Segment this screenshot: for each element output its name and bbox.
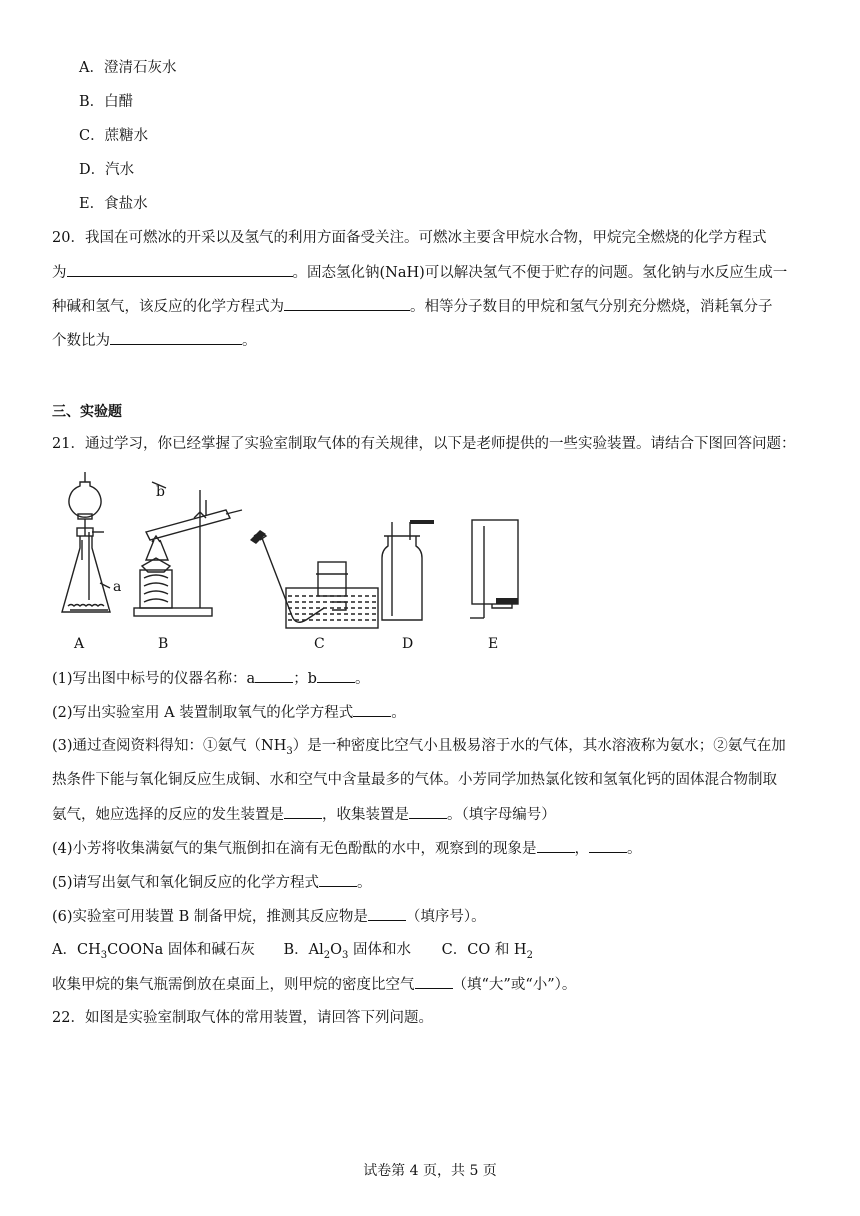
answer-blank[interactable]	[255, 668, 293, 683]
q21-part3-line3	[52, 804, 556, 825]
text: 种碱和氢气，该反应的化学方程式为	[52, 299, 284, 315]
text: C．CO 和 H	[441, 942, 527, 958]
choice-c	[441, 942, 533, 961]
label-E: E	[488, 636, 499, 652]
answer-blank[interactable]	[415, 974, 453, 989]
q21-part5	[52, 872, 372, 893]
option-c: C．蔗糖水	[79, 128, 149, 144]
subscript: 2	[323, 949, 331, 961]
apparatus-figure	[56, 470, 536, 652]
text: 。	[354, 671, 370, 687]
answer-blank[interactable]	[353, 702, 391, 717]
text: (4)小芳将收集满氨气的集气瓶倒扣在滴有无色酚酞的水中，观察到的现象是	[52, 841, 537, 857]
q20-line1: 20．我国在可燃冰的开采以及氢气的利用方面备受关注。可燃冰主要含甲烷水合物，甲烷完全燃烧的化学方程式	[52, 230, 767, 246]
text: (6)实验室可用装置 B 制备甲烷，推测其反应物是	[52, 909, 368, 925]
text: (1)写出图中标号的仪器名称：a	[52, 671, 256, 687]
q21-part2	[52, 702, 406, 723]
answer-blank[interactable]	[67, 262, 293, 277]
q20-line3	[52, 296, 773, 317]
q21-part1	[52, 668, 369, 689]
stopper-e	[496, 598, 518, 604]
q21-intro: 21．通过学习，你已经掌握了实验室制取气体的有关规律，以下是老师提供的一些实验装置。请结合下图回答问题：	[52, 436, 796, 452]
answer-blank[interactable]	[319, 872, 357, 887]
text: ）是一种密度比空气小且极易溶于水的气体，其水溶液称为氨水；②氨气在加	[292, 738, 786, 754]
answer-blank[interactable]	[110, 330, 242, 345]
subscript: 3	[286, 745, 293, 757]
q21-part7	[52, 974, 576, 995]
option-a: A．澄清石灰水	[79, 60, 177, 76]
text: (3)通过查阅资料得知：①氨气（NH	[52, 738, 287, 754]
text: 收集甲烷的集气瓶需倒放在桌面上，则甲烷的密度比空气	[52, 977, 415, 993]
answer-blank[interactable]	[589, 838, 627, 853]
text: 。	[357, 875, 372, 891]
label-A: A	[74, 636, 85, 652]
label-a: a	[113, 579, 122, 595]
q21-part6	[52, 906, 486, 927]
q21-part4	[52, 838, 642, 859]
text: 。	[391, 705, 406, 721]
text: 。固态氢化钠(NaH)可以解决氢气不便于贮存的问题。氢化钠与水反应生成一	[292, 265, 788, 281]
tube-d	[410, 520, 434, 524]
text: (2)写出实验室用 A 装置制取氧气的化学方程式	[52, 705, 354, 721]
text: ，	[574, 841, 590, 857]
apparatus-c	[254, 534, 378, 628]
text: 为	[52, 265, 67, 281]
apparatus-b	[134, 482, 242, 616]
answer-blank[interactable]	[317, 668, 355, 683]
subscript: 2	[526, 949, 533, 961]
text: B．Al	[283, 942, 324, 958]
text: ，收集装置是	[322, 807, 409, 823]
q21-part3-line1	[52, 736, 786, 756]
text: 。	[627, 841, 642, 857]
apparatus-a	[62, 472, 110, 612]
text: 个数比为	[52, 333, 110, 349]
q22-intro: 22．如图是实验室制取气体的常用装置，请回答下列问题。	[52, 1010, 433, 1026]
label-b: b	[156, 484, 165, 500]
text: COONa 固体和碱石灰	[107, 942, 255, 958]
q20-line4	[52, 330, 257, 351]
answer-blank[interactable]	[284, 804, 322, 819]
option-b: B．白醋	[79, 94, 134, 110]
text: (5)请写出氨气和氧化铜反应的化学方程式	[52, 875, 320, 891]
label-B: B	[158, 636, 169, 652]
text: （填序号）。	[405, 909, 486, 925]
choice-a	[52, 942, 255, 961]
text: （填“大”或“小”）。	[452, 977, 577, 993]
apparatus-d	[382, 522, 432, 620]
answer-blank[interactable]	[368, 906, 406, 921]
text: A．CH	[52, 942, 101, 958]
answer-blank[interactable]	[409, 804, 447, 819]
option-d: D．汽水	[79, 162, 135, 178]
text: 。（填字母编号）	[447, 807, 556, 823]
answer-blank[interactable]	[537, 838, 575, 853]
subscript: 3	[342, 949, 349, 961]
q21-part3-line2: 热条件下能与氧化铜反应生成铜、水和空气中含量最多的气体。小芳同学加热氯化铵和氢氧化钙的固体混合物制取	[52, 772, 777, 788]
q20-line2	[52, 262, 787, 283]
option-e: E．食盐水	[79, 196, 148, 212]
text: ；b	[293, 671, 317, 687]
choice-b	[283, 942, 412, 961]
text: 。相等分子数目的甲烷和氢气分别充分燃烧，消耗氧分子	[410, 299, 773, 315]
label-C: C	[314, 636, 325, 652]
page-footer: 试卷第 4 页，共 5 页	[363, 1163, 497, 1179]
text: 。	[242, 333, 257, 349]
q21-part6-options	[52, 940, 533, 960]
text: 固体和水	[348, 942, 412, 958]
answer-blank[interactable]	[284, 296, 410, 311]
subscript: 3	[100, 949, 108, 961]
section-title: 三、实验题	[52, 404, 122, 420]
label-D: D	[402, 636, 414, 652]
text: O	[330, 942, 343, 958]
text: 氨气，她应选择的反应的发生装置是	[52, 807, 284, 823]
